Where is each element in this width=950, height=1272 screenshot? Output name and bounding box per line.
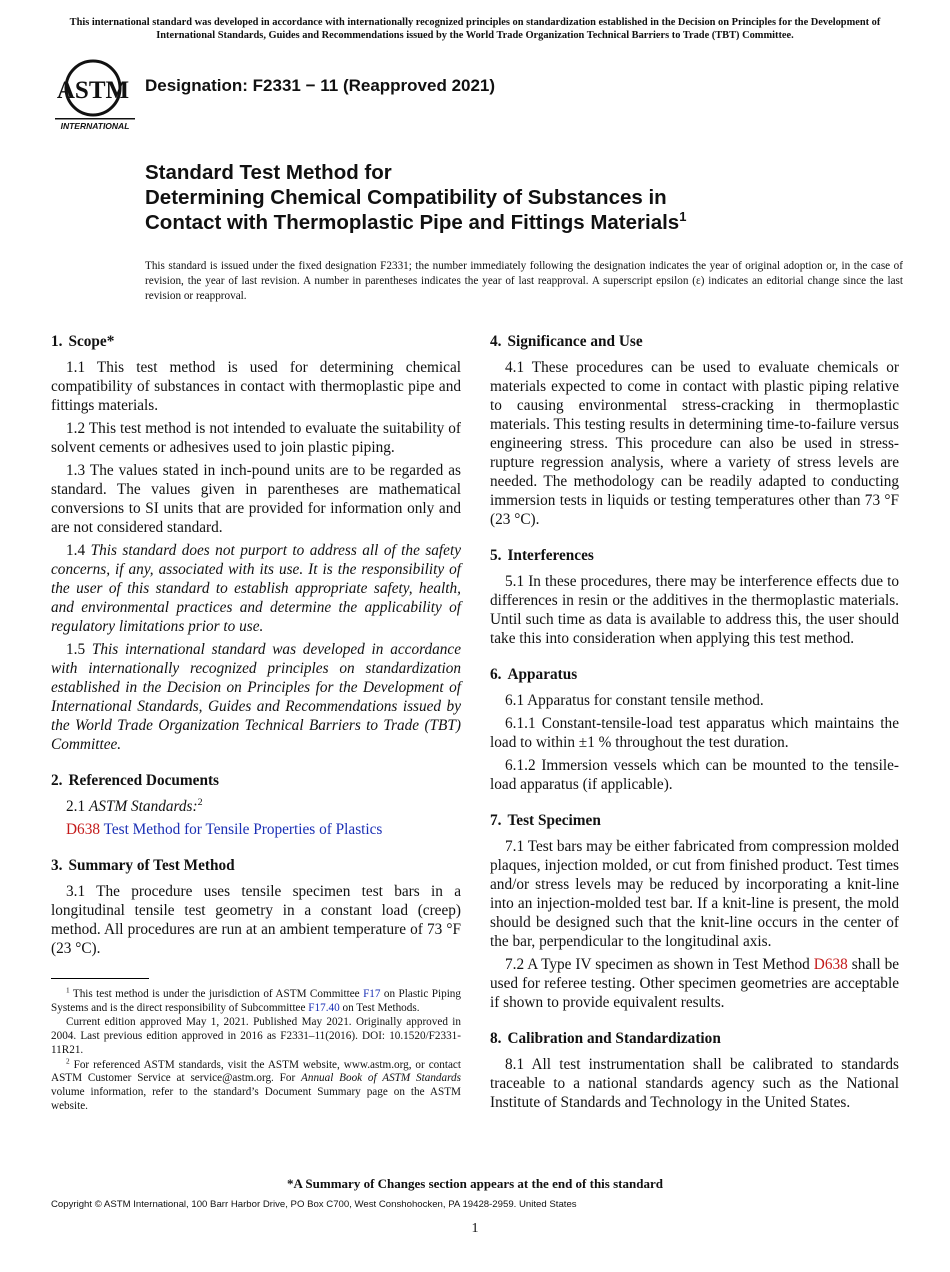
- section-heading: 4. Significance and Use: [490, 333, 643, 350]
- footnote-divider: [51, 978, 149, 979]
- reference-code-link[interactable]: D638: [66, 821, 100, 838]
- footnote-2: $^2$ For referenced ASTM standards, visit the ASTM website, www.astm.org, or contact ASTM Customer Service at service@astm.org. For Annual Book of ASTM Standards volume information, refer to the standard’s Document Summary page on the ASTM website.: [51, 1056, 461, 1112]
- section-heading: 1. Scope*: [51, 333, 115, 350]
- section-summary: [51, 856, 461, 958]
- top-notice: This international standard was developed in accordance with internationally recognized principles on standardization established in the Decision on Principles for the Development of International Standards, Guides and Recommendations issued by the World Trade Organization Technical Barriers to Trade (TBT) Committee.: [69, 17, 881, 41]
- copyright: Copyright © ASTM International, 100 Barr Harbor Drive, PO Box C700, West Conshohocken, PA 19428-2959. United States: [51, 1199, 577, 1210]
- d638-link[interactable]: D638: [813, 956, 848, 973]
- footnote-1: $^1$ This test method is under the jurisdiction of ASTM Committee F17 on Plastic Piping Systems and is the direct responsibility of Subcommittee F17.40 on Test Methods.: [51, 986, 461, 1014]
- reference-d638[interactable]: [66, 820, 461, 839]
- reference-title-link[interactable]: Test Method for Tensile Properties of Plastics: [103, 821, 383, 838]
- paragraph: 3.1 The procedure uses tensile specimen test bars in a longitudinal tensile test geometry in a constant load (creep) method. All procedures are run at an ambient temperature of 73 °F (23 °C).: [51, 883, 461, 957]
- paragraph: 4.1 These procedures can be used to evaluate chemicals or materials expected to come in contact with plastic piping relative to causing environmental stress-cracking in thermoplastic materials. This testing results in determining time-to-failure versus engineering stress. This procedure can also be used in stress-rupture regression analysis, where a variety of stress levels are needed. The methodology can be readily adapted to conducting immersion tests in liquids or testing temperatures other than 73 °F (23 °C).: [490, 359, 899, 528]
- section-heading: 6. Apparatus: [490, 666, 578, 683]
- left-column: [51, 332, 461, 975]
- paragraph: 5.1 In these procedures, there may be interference effects due to differences in resin or the additives in the thermoplastic materials. Until such time as data is available to address this, the user should take this into consideration when applying this test method.: [490, 573, 899, 647]
- section-test-specimen: [490, 811, 899, 1012]
- astm-logo: [55, 58, 135, 132]
- section-heading: 5. Interferences: [490, 547, 594, 564]
- section-heading: 7. Test Specimen: [490, 812, 601, 829]
- section-referenced-documents: [51, 771, 461, 839]
- title-footnote-mark: 1: [679, 209, 687, 225]
- title-line-1: Standard Test Method for: [145, 161, 392, 184]
- paragraph: 1.2 This test method is not intended to evaluate the suitability of solvent cements or adhesives used to join plastic piping.: [51, 420, 461, 456]
- paragraph: 6.1 Apparatus for constant tensile method.: [505, 692, 764, 709]
- subcommittee-link[interactable]: F17.40: [308, 1001, 340, 1014]
- section-calibration: [490, 1029, 899, 1112]
- section-heading: 2. Referenced Documents: [51, 772, 220, 789]
- svg-text:INTERNATIONAL: INTERNATIONAL: [60, 121, 130, 131]
- section-apparatus: [490, 665, 899, 794]
- paragraph: 6.1.1 Constant-tensile-load test apparatus which maintains the load to within ±1 % throughout the test duration.: [490, 715, 899, 751]
- footnote-edition: Current edition approved May 1, 2021. Published May 2021. Originally approved in 2004. Last previous edition approved in 2016 as F2331–11(2016). DOI: 10.1520/F2331-11R21.: [51, 1016, 461, 1056]
- committee-link[interactable]: F17: [363, 988, 381, 1000]
- summary-of-changes-note: *A Summary of Changes section appears at the end of this standard: [287, 1176, 663, 1191]
- issued-note: This standard is issued under the fixed designation F2331; the number immediately following the designation indicates the year of original adoption or, in the case of revision, the year of last revision. A number in parentheses indicates the year of last reapproval. A superscript epsilon (ε) indicates an editorial change since the last revision or reapproval.: [145, 260, 903, 302]
- paragraph: 1.1 This test method is used for determining chemical compatibility of substances in contact with thermoplastic pipe and fittings materials.: [51, 359, 461, 414]
- document-title: [145, 160, 845, 235]
- footnotes: [51, 988, 461, 1114]
- paragraph: 7.2 A Type IV specimen as shown in Test Method D638 shall be used for referee testing. Other specimen geometries are acceptable if shown to provide equivalent results.: [490, 956, 900, 1011]
- right-column: [490, 332, 899, 1129]
- section-scope: [51, 332, 461, 754]
- paragraph: 8.1 All test instrumentation shall be calibrated to standards traceable to a national standards agency such as the National Institute of Standards and Technology in the United States.: [490, 1056, 899, 1111]
- paragraph: 2.1 ASTM Standards:$^2$: [66, 796, 203, 815]
- paragraph: 1.5 This international standard was developed in accordance with internationally recognized principles on standardization established in the Decision on Principles for the Development of International Standards, Guides and Recommendations issued by the World Trade Organization Technical Barriers to Trade (TBT) Committee.: [51, 641, 461, 753]
- title-line-3: Contact with Thermoplastic Pipe and Fittings Materials$^1$: [145, 209, 687, 234]
- designation: Designation: F2331 − 11 (Reapproved 2021): [145, 76, 496, 95]
- page-number: 1: [471, 1221, 479, 1236]
- paragraph: 6.1.2 Immersion vessels which can be mounted to the tensile-load apparatus (if applicable).: [490, 757, 899, 793]
- section-heading: 3. Summary of Test Method: [51, 857, 235, 874]
- paragraph: 1.3 The values stated in inch-pound units are to be regarded as standard. The values given in parentheses are mathematical conversions to SI units that are provided for information only and are not considered standard.: [51, 462, 461, 536]
- section-significance: [490, 332, 899, 529]
- section-interferences: [490, 546, 899, 648]
- paragraph: 1.4 This standard does not purport to address all of the safety concerns, if any, associated with its use. It is the responsibility of the user of this standard to establish appropriate safety, health, and environmental practices and determine the applicability of regulatory limitations prior to use.: [51, 542, 462, 635]
- paragraph: 7.1 Test bars may be either fabricated from compression molded plaques, injection molded, or cut from finished product. Test times and/or stress levels may be reduced by incorporating a knit-line into an injection-molded test bar. If a knit-line is present, the mold should be designed such that the knit-line occurs in the center of the bar, perpendicular to the longitudinal axis.: [490, 838, 899, 950]
- title-line-2: Determining Chemical Compatibility of Substances in: [145, 186, 667, 209]
- section-heading: 8. Calibration and Standardization: [490, 1030, 721, 1047]
- svg-text:ASTM: ASTM: [56, 77, 130, 104]
